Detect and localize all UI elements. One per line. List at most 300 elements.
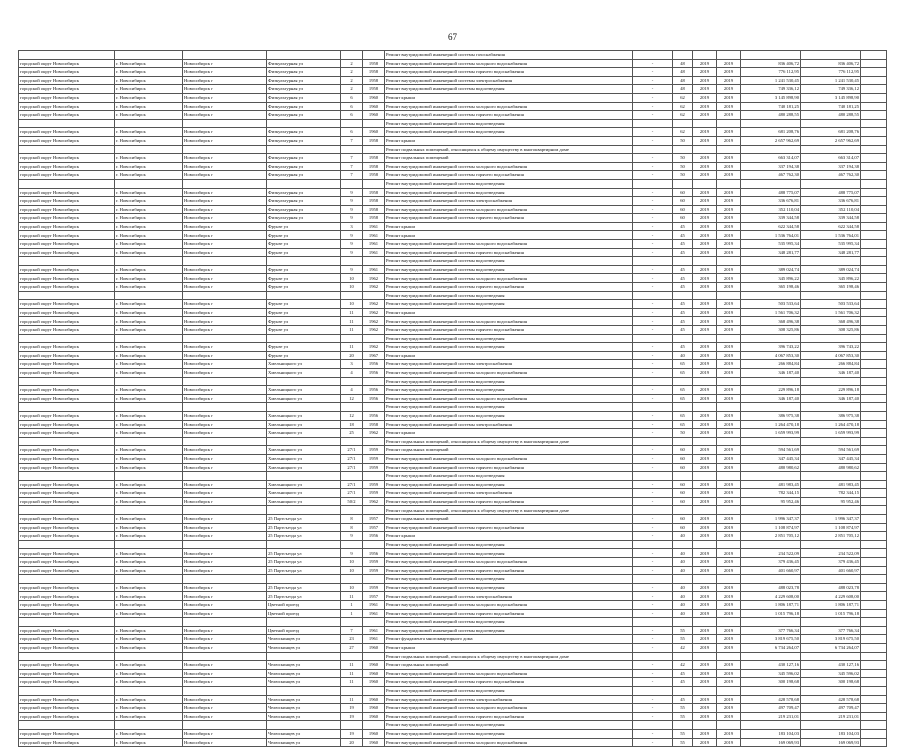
settlement-cell: Новосибирск г [183, 454, 267, 463]
year-end-cell [717, 437, 741, 446]
house-cell: 6 [341, 128, 363, 137]
dash-cell [633, 179, 673, 188]
city-cell [115, 721, 183, 730]
settlement-cell: Новосибирск г [183, 368, 267, 377]
cost-total-cell: 1 241 530,45 [801, 76, 861, 85]
dash-cell: - [633, 274, 673, 283]
work-type-cell: Ремонт внутридомовой инженерной системы электроснабжения [385, 197, 633, 206]
year-start-cell: 2019 [693, 394, 717, 403]
year-built-cell: 1961 [363, 265, 385, 274]
dash-cell: - [633, 583, 673, 592]
dash-cell: - [633, 497, 673, 506]
wear-cell: 50 [673, 154, 693, 163]
municipality-cell: городской округ Новосибирск [19, 343, 115, 352]
year-start-cell [693, 377, 717, 386]
blank-cell [861, 403, 887, 412]
dash-cell [633, 334, 673, 343]
dash-cell: - [633, 188, 673, 197]
municipality-cell [19, 403, 115, 412]
settlement-cell: Новосибирск г [183, 265, 267, 274]
year-end-cell: 2019 [717, 729, 741, 738]
street-cell [267, 506, 341, 515]
cost-cell: 95 952,46 [741, 497, 801, 506]
year-end-cell: 2019 [717, 463, 741, 472]
dash-cell [633, 51, 673, 60]
settlement-cell: Новосибирск г [183, 729, 267, 738]
settlement-cell: Новосибирск г [183, 635, 267, 644]
dash-cell: - [633, 85, 673, 94]
street-cell: Физкультурная ул [267, 59, 341, 68]
dash-cell [633, 119, 673, 128]
table-row [19, 368, 887, 377]
settlement-cell [183, 575, 267, 584]
city-cell: г. Новосибирск [115, 583, 183, 592]
year-built-cell: 1962 [363, 308, 385, 317]
settlement-cell: Новосибирск г [183, 661, 267, 670]
wear-cell: 65 [673, 394, 693, 403]
dash-cell: - [633, 592, 673, 601]
year-built-cell: 1957 [363, 592, 385, 601]
year-built-cell: 1958 [363, 76, 385, 85]
work-type-cell: Ремонт внутридомовой инженерной системы водоотведения [385, 291, 633, 300]
wear-cell: 45 [673, 300, 693, 309]
dash-cell: - [633, 601, 673, 610]
year-start-cell: 2019 [693, 695, 717, 704]
year-start-cell: 2019 [693, 265, 717, 274]
city-cell [115, 145, 183, 154]
year-built-cell: 1958 [363, 154, 385, 163]
blank-cell [861, 102, 887, 111]
municipality-cell: городской округ Новосибирск [19, 497, 115, 506]
settlement-cell: Новосибирск г [183, 558, 267, 567]
year-built-cell [363, 291, 385, 300]
house-cell: 23 [341, 635, 363, 644]
settlement-cell: Новосибирск г [183, 429, 267, 438]
table-row [19, 179, 887, 188]
municipality-cell: городской округ Новосибирск [19, 678, 115, 687]
work-type-cell: Ремонт внутридомовой инженерной системы электроснабжения [385, 76, 633, 85]
year-built-cell [363, 179, 385, 188]
year-built-cell: 1958 [363, 68, 385, 77]
work-type-cell: Ремонт внутридомовой инженерной системы водоотведения [385, 85, 633, 94]
street-cell: Челюскинцев ул [267, 678, 341, 687]
cost-total-cell: 6 734 264,07 [801, 643, 861, 652]
municipality-cell: городской округ Новосибирск [19, 661, 115, 670]
work-type-cell: Ремонт внутридомовой инженерной системы водоотведения [385, 128, 633, 137]
municipality-cell: городской округ Новосибирск [19, 558, 115, 567]
house-cell: 10 [341, 566, 363, 575]
year-start-cell: 2019 [693, 351, 717, 360]
city-cell: г. Новосибирск [115, 274, 183, 283]
year-built-cell: 1959 [363, 463, 385, 472]
year-end-cell: 2019 [717, 523, 741, 532]
wear-cell: 62 [673, 93, 693, 102]
dash-cell: - [633, 386, 673, 395]
year-start-cell [693, 51, 717, 60]
blank-cell [861, 429, 887, 438]
table-row [19, 317, 887, 326]
cost-cell [741, 145, 801, 154]
dash-cell: - [633, 609, 673, 618]
cost-total-cell: 336 676,81 [801, 197, 861, 206]
street-cell: Челюскинцев ул [267, 712, 341, 721]
table-row [19, 480, 887, 489]
street-cell [267, 334, 341, 343]
cost-cell: 4 067 853,30 [741, 351, 801, 360]
blank-cell [861, 51, 887, 60]
dash-cell [633, 472, 673, 481]
year-start-cell [693, 540, 717, 549]
wear-cell: 45 [673, 283, 693, 292]
house-cell: 10 [341, 283, 363, 292]
year-start-cell [693, 652, 717, 661]
year-end-cell [717, 686, 741, 695]
house-cell: 1 [341, 601, 363, 610]
settlement-cell [183, 257, 267, 266]
dash-cell: - [633, 128, 673, 137]
wear-cell [673, 119, 693, 128]
house-cell [341, 575, 363, 584]
street-cell: Хмельницкого ул [267, 463, 341, 472]
municipality-cell: городской округ Новосибирск [19, 171, 115, 180]
blank-cell [861, 411, 887, 420]
dash-cell: - [633, 463, 673, 472]
blank-cell [861, 540, 887, 549]
street-cell: Физкультурная ул [267, 93, 341, 102]
street-cell: Фрунзе ул [267, 317, 341, 326]
cost-total-cell: 1 659 993,99 [801, 429, 861, 438]
house-cell: 11 [341, 669, 363, 678]
table-row [19, 558, 887, 567]
work-type-cell: Ремонт внутридомовой инженерной системы водоотведения [385, 300, 633, 309]
year-built-cell: 1958 [363, 162, 385, 171]
year-end-cell: 2019 [717, 111, 741, 120]
work-type-cell: Ремонт внутридомовой инженерной системы водоотведения [385, 686, 633, 695]
wear-cell: 42 [673, 661, 693, 670]
work-type-cell: Ремонт внутридомовой инженерной системы водоотведения [385, 721, 633, 730]
settlement-cell [183, 51, 267, 60]
street-cell: Челюскинцев ул [267, 695, 341, 704]
year-start-cell: 2019 [693, 558, 717, 567]
settlement-cell [183, 377, 267, 386]
city-cell: г. Новосибирск [115, 351, 183, 360]
work-type-cell: Ремонт внутридомовой инженерной системы электроснабжения [385, 420, 633, 429]
year-end-cell: 2019 [717, 480, 741, 489]
table-row [19, 403, 887, 412]
year-built-cell: 1959 [363, 446, 385, 455]
settlement-cell: Новосибирск г [183, 695, 267, 704]
cost-total-cell [801, 472, 861, 481]
work-type-cell: Ремонт внутридомовой инженерной системы холодного водоснабжения [385, 240, 633, 249]
table-row [19, 291, 887, 300]
year-end-cell [717, 472, 741, 481]
table-row [19, 583, 887, 592]
year-start-cell: 2019 [693, 368, 717, 377]
table-row [19, 85, 887, 94]
blank-cell [861, 661, 887, 670]
cost-cell [741, 618, 801, 627]
year-start-cell: 2019 [693, 601, 717, 610]
wear-cell: 48 [673, 59, 693, 68]
city-cell: г. Новосибирск [115, 171, 183, 180]
year-end-cell: 2019 [717, 308, 741, 317]
year-start-cell [693, 334, 717, 343]
house-cell: 8 [341, 515, 363, 524]
wear-cell [673, 437, 693, 446]
settlement-cell: Новосибирск г [183, 343, 267, 352]
dash-cell: - [633, 136, 673, 145]
year-end-cell: 2019 [717, 497, 741, 506]
year-end-cell: 2019 [717, 583, 741, 592]
settlement-cell: Новосибирск г [183, 162, 267, 171]
table-row [19, 515, 887, 524]
municipality-cell: городской округ Новосибирск [19, 76, 115, 85]
wear-cell: 45 [673, 240, 693, 249]
blank-cell [861, 231, 887, 240]
city-cell: г. Новосибирск [115, 93, 183, 102]
cost-total-cell: 229 896,18 [801, 386, 861, 395]
wear-cell: 60 [673, 446, 693, 455]
cost-total-cell [801, 575, 861, 584]
cost-total-cell: 401 660,97 [801, 566, 861, 575]
dash-cell: - [633, 111, 673, 120]
cost-cell [741, 472, 801, 481]
wear-cell: 60 [673, 454, 693, 463]
street-cell: Фрунзе ул [267, 222, 341, 231]
year-end-cell: 2019 [717, 446, 741, 455]
year-end-cell [717, 618, 741, 627]
year-built-cell: 1961 [363, 609, 385, 618]
house-cell: 27/1 [341, 489, 363, 498]
blank-cell [861, 162, 887, 171]
table-row [19, 411, 887, 420]
work-type-cell: Ремонт внутридомовой инженерной системы горячего водоснабжения [385, 497, 633, 506]
city-cell [115, 540, 183, 549]
city-cell: г. Новосибирск [115, 205, 183, 214]
year-end-cell: 2019 [717, 626, 741, 635]
settlement-cell [183, 334, 267, 343]
year-start-cell: 2019 [693, 661, 717, 670]
city-cell: г. Новосибирск [115, 394, 183, 403]
year-start-cell: 2019 [693, 68, 717, 77]
year-end-cell: 2019 [717, 343, 741, 352]
year-start-cell: 2019 [693, 446, 717, 455]
year-start-cell: 2019 [693, 59, 717, 68]
municipality-cell: городской округ Новосибирск [19, 592, 115, 601]
year-built-cell: 1962 [363, 283, 385, 292]
municipality-cell: городской округ Новосибирск [19, 162, 115, 171]
blank-cell [861, 609, 887, 618]
blank-cell [861, 308, 887, 317]
table-row [19, 222, 887, 231]
cost-total-cell [801, 721, 861, 730]
street-cell [267, 686, 341, 695]
city-cell: г. Новосибирск [115, 695, 183, 704]
house-cell: 6 [341, 93, 363, 102]
blank-cell [861, 575, 887, 584]
city-cell [115, 334, 183, 343]
year-start-cell: 2019 [693, 274, 717, 283]
work-type-cell: Ремонт внутридомовой инженерной системы водоотведения [385, 626, 633, 635]
work-type-cell: Ремонт крыши [385, 351, 633, 360]
municipality-cell [19, 575, 115, 584]
year-built-cell: 1960 [363, 678, 385, 687]
wear-cell: 60 [673, 480, 693, 489]
work-type-cell: Ремонт крыши [385, 308, 633, 317]
municipality-cell: городской округ Новосибирск [19, 411, 115, 420]
settlement-cell: Новосибирск г [183, 583, 267, 592]
cost-cell: 749 336,12 [741, 85, 801, 94]
year-built-cell [363, 575, 385, 584]
year-start-cell: 2019 [693, 592, 717, 601]
wear-cell: 62 [673, 128, 693, 137]
year-built-cell: 1957 [363, 515, 385, 524]
cost-total-cell [801, 334, 861, 343]
dash-cell: - [633, 669, 673, 678]
street-cell: 25 Партсъезда ул [267, 558, 341, 567]
house-cell: 27 [341, 643, 363, 652]
dash-cell: - [633, 360, 673, 369]
house-cell [341, 437, 363, 446]
street-cell: Хмельницкого ул [267, 489, 341, 498]
year-start-cell: 2019 [693, 729, 717, 738]
house-cell: 9 [341, 231, 363, 240]
year-start-cell: 2019 [693, 136, 717, 145]
cost-cell [741, 257, 801, 266]
blank-cell [861, 626, 887, 635]
work-type-cell: Ремонт внутридомовой инженерной системы электроснабжения [385, 489, 633, 498]
year-built-cell: 1959 [363, 558, 385, 567]
municipality-cell: городской округ Новосибирск [19, 454, 115, 463]
year-end-cell: 2019 [717, 549, 741, 558]
blank-cell [861, 463, 887, 472]
municipality-cell [19, 686, 115, 695]
year-built-cell: 1960 [363, 643, 385, 652]
municipality-cell: городской округ Новосибирск [19, 248, 115, 257]
year-built-cell: 1960 [363, 93, 385, 102]
house-cell: 19 [341, 729, 363, 738]
settlement-cell: Новосибирск г [183, 326, 267, 335]
cost-cell: 401 660,97 [741, 566, 801, 575]
cost-total-cell: 2 851 705,12 [801, 532, 861, 541]
cost-cell: 169 069,93 [741, 738, 801, 747]
work-type-cell: Ремонт внутридомовой инженерной системы водоотведения [385, 583, 633, 592]
cost-cell: 1 241 530,45 [741, 76, 801, 85]
year-start-cell [693, 437, 717, 446]
city-cell: г. Новосибирск [115, 128, 183, 137]
dash-cell: - [633, 283, 673, 292]
year-start-cell [693, 179, 717, 188]
dash-cell: - [633, 214, 673, 223]
wear-cell: 48 [673, 76, 693, 85]
dash-cell: - [633, 489, 673, 498]
work-type-cell: Ремонт внутридомовой инженерной системы водоотведения [385, 119, 633, 128]
house-cell: 9 [341, 197, 363, 206]
blank-cell [861, 618, 887, 627]
street-cell: Фрунзе ул [267, 248, 341, 257]
city-cell [115, 686, 183, 695]
cost-cell: 346 187,40 [741, 394, 801, 403]
dash-cell [633, 721, 673, 730]
table-row [19, 592, 887, 601]
year-end-cell: 2019 [717, 248, 741, 257]
street-cell: Физкультурная ул [267, 68, 341, 77]
settlement-cell: Новосибирск г [183, 85, 267, 94]
house-cell: 27/1 [341, 463, 363, 472]
table-row [19, 626, 887, 635]
municipality-cell [19, 618, 115, 627]
year-end-cell: 2019 [717, 489, 741, 498]
cost-cell: 347 445,34 [741, 454, 801, 463]
year-end-cell: 2019 [717, 609, 741, 618]
house-cell [341, 618, 363, 627]
table-row [19, 712, 887, 721]
year-built-cell: 1960 [363, 669, 385, 678]
blank-cell [861, 300, 887, 309]
wear-cell [673, 721, 693, 730]
city-cell: г. Новосибирск [115, 420, 183, 429]
dash-cell: - [633, 515, 673, 524]
cost-total-cell [801, 51, 861, 60]
municipality-cell: городской округ Новосибирск [19, 394, 115, 403]
year-start-cell: 2019 [693, 411, 717, 420]
settlement-cell: Новосибирск г [183, 136, 267, 145]
city-cell: г. Новосибирск [115, 523, 183, 532]
table-row [19, 59, 887, 68]
settlement-cell: Новосибирск г [183, 231, 267, 240]
house-cell: 1 [341, 609, 363, 618]
year-built-cell: 1962 [363, 274, 385, 283]
wear-cell: 62 [673, 111, 693, 120]
table-row [19, 729, 887, 738]
blank-cell [861, 222, 887, 231]
year-built-cell: 1962 [363, 343, 385, 352]
settlement-cell: Новосибирск г [183, 317, 267, 326]
city-cell: г. Новосибирск [115, 704, 183, 713]
year-start-cell: 2019 [693, 463, 717, 472]
cost-total-cell: 234 522,09 [801, 549, 861, 558]
settlement-cell: Новосибирск г [183, 240, 267, 249]
cost-total-cell: 389 024,74 [801, 265, 861, 274]
blank-cell [861, 480, 887, 489]
work-type-cell: Ремонт внутридомовой инженерной системы горячего водоснабжения [385, 283, 633, 292]
work-type-cell: Ремонт внутридомовой инженерной системы горячего водоснабжения [385, 326, 633, 335]
year-end-cell: 2019 [717, 171, 741, 180]
year-end-cell [717, 652, 741, 661]
cost-cell: 488 775,07 [741, 188, 801, 197]
blank-cell [861, 188, 887, 197]
street-cell: Хмельницкого ул [267, 454, 341, 463]
year-built-cell [363, 403, 385, 412]
work-type-cell: Ремонт внутридомовой инженерной системы водоотведения [385, 472, 633, 481]
table-row [19, 360, 887, 369]
street-cell [267, 119, 341, 128]
blank-cell [861, 738, 887, 747]
wear-cell: 55 [673, 626, 693, 635]
blank-cell [861, 394, 887, 403]
cost-total-cell: 480 980,62 [801, 463, 861, 472]
work-type-cell: Ремонт внутридомовой инженерной системы водоотведения [385, 729, 633, 738]
municipality-cell: городской округ Новосибирск [19, 222, 115, 231]
year-start-cell: 2019 [693, 420, 717, 429]
year-end-cell [717, 257, 741, 266]
wear-cell [673, 540, 693, 549]
city-cell: г. Новосибирск [115, 326, 183, 335]
cost-cell: 4 229 608,00 [741, 592, 801, 601]
cost-total-cell: 488 775,07 [801, 188, 861, 197]
city-cell: г. Новосибирск [115, 76, 183, 85]
dash-cell [633, 506, 673, 515]
